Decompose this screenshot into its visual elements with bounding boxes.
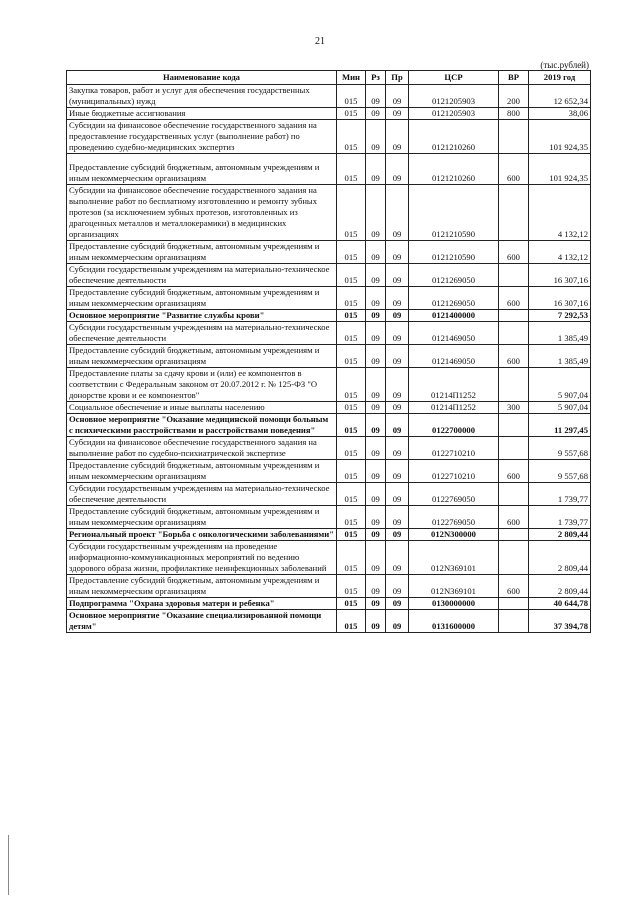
cell-sum: 7 292,53 bbox=[529, 310, 591, 322]
cell-sum: 12 652,34 bbox=[529, 85, 591, 108]
cell-pr: 09 bbox=[386, 402, 409, 414]
cell-pr: 09 bbox=[386, 120, 409, 154]
table-row bbox=[67, 241, 591, 264]
header-pr: Пр bbox=[386, 71, 409, 85]
table-row bbox=[67, 108, 591, 120]
cell-sum: 40 644,78 bbox=[529, 598, 591, 610]
table-row bbox=[67, 368, 591, 402]
cell-sum: 38,06 bbox=[529, 108, 591, 120]
cell-rz: 09 bbox=[366, 154, 386, 185]
cell-name: Предоставление субсидий бюджетным, автономным учреждениям и иным некоммерческим организациям bbox=[67, 154, 337, 185]
cell-vr: 600 bbox=[499, 345, 529, 368]
cell-pr: 09 bbox=[386, 460, 409, 483]
cell-rz: 09 bbox=[366, 610, 386, 633]
cell-name: Основное мероприятие "Развитие службы крови" bbox=[67, 310, 337, 322]
cell-pr: 09 bbox=[386, 610, 409, 633]
table-header-row bbox=[67, 71, 591, 85]
cell-sum: 101 924,35 bbox=[529, 120, 591, 154]
cell-min: 015 bbox=[337, 310, 366, 322]
cell-csr: 0121210260 bbox=[409, 120, 499, 154]
cell-rz: 09 bbox=[366, 506, 386, 529]
cell-sum: 1 385,49 bbox=[529, 322, 591, 345]
table-row bbox=[67, 264, 591, 287]
cell-min: 015 bbox=[337, 598, 366, 610]
cell-min: 015 bbox=[337, 402, 366, 414]
cell-vr: 600 bbox=[499, 154, 529, 185]
cell-vr bbox=[499, 264, 529, 287]
cell-name: Предоставление субсидий бюджетным, автономным учреждениям и иным некоммерческим организациям bbox=[67, 460, 337, 483]
cell-min: 015 bbox=[337, 610, 366, 633]
cell-name: Предоставление субсидий бюджетным, автономным учреждениям и иным некоммерческим организациям bbox=[67, 241, 337, 264]
cell-vr bbox=[499, 414, 529, 437]
cell-min: 015 bbox=[337, 154, 366, 185]
cell-pr: 09 bbox=[386, 322, 409, 345]
cell-pr: 09 bbox=[386, 85, 409, 108]
table-row bbox=[67, 506, 591, 529]
cell-pr: 09 bbox=[386, 287, 409, 310]
cell-sum: 4 132,12 bbox=[529, 185, 591, 241]
cell-rz: 09 bbox=[366, 185, 386, 241]
cell-vr bbox=[499, 529, 529, 541]
table-row bbox=[67, 541, 591, 575]
cell-name: Социальное обеспечение и иные выплаты населению bbox=[67, 402, 337, 414]
cell-rz: 09 bbox=[366, 108, 386, 120]
cell-name: Предоставление субсидий бюджетным, автономным учреждениям и иным некоммерческим организациям bbox=[67, 345, 337, 368]
header-sum: 2019 год bbox=[529, 71, 591, 85]
cell-name: Иные бюджетные ассигнования bbox=[67, 108, 337, 120]
cell-min: 015 bbox=[337, 506, 366, 529]
cell-csr: 0121269050 bbox=[409, 287, 499, 310]
cell-sum: 2 809,44 bbox=[529, 529, 591, 541]
cell-vr: 600 bbox=[499, 506, 529, 529]
cell-pr: 09 bbox=[386, 529, 409, 541]
cell-rz: 09 bbox=[366, 402, 386, 414]
cell-rz: 09 bbox=[366, 310, 386, 322]
table-row bbox=[67, 154, 591, 185]
cell-rz: 09 bbox=[366, 345, 386, 368]
table-row bbox=[67, 310, 591, 322]
cell-rz: 09 bbox=[366, 368, 386, 402]
cell-name: Субсидии государственным учреждениям на материально-техническое обеспечение деятельности bbox=[67, 322, 337, 345]
cell-csr: 0121269050 bbox=[409, 264, 499, 287]
table-row bbox=[67, 575, 591, 598]
cell-rz: 09 bbox=[366, 598, 386, 610]
cell-min: 015 bbox=[337, 541, 366, 575]
cell-name: Субсидии государственным учреждениям на материально-техническое обеспечение деятельности bbox=[67, 483, 337, 506]
table-body bbox=[67, 85, 591, 633]
table-row bbox=[67, 402, 591, 414]
cell-min: 015 bbox=[337, 85, 366, 108]
table-row bbox=[67, 120, 591, 154]
cell-min: 015 bbox=[337, 322, 366, 345]
cell-vr bbox=[499, 598, 529, 610]
cell-name: Субсидии государственным учреждениям на материально-техническое обеспечение деятельности bbox=[67, 264, 337, 287]
table-row bbox=[67, 460, 591, 483]
cell-sum: 1 739,77 bbox=[529, 506, 591, 529]
cell-min: 015 bbox=[337, 460, 366, 483]
cell-vr bbox=[499, 322, 529, 345]
cell-csr: 0130000000 bbox=[409, 598, 499, 610]
cell-pr: 09 bbox=[386, 345, 409, 368]
cell-sum: 9 557,68 bbox=[529, 460, 591, 483]
cell-rz: 09 bbox=[366, 287, 386, 310]
cell-vr: 200 bbox=[499, 85, 529, 108]
cell-rz: 09 bbox=[366, 241, 386, 264]
cell-name: Региональный проект "Борьба с онкологическими заболеваниями" bbox=[67, 529, 337, 541]
cell-name: Субсидии на финансовое обеспечение государственного задания на выполнение работ по судебно-психиатрической экспертизе bbox=[67, 437, 337, 460]
cell-csr: 0122769050 bbox=[409, 506, 499, 529]
cell-rz: 09 bbox=[366, 541, 386, 575]
cell-sum: 101 924,35 bbox=[529, 154, 591, 185]
table-row bbox=[67, 287, 591, 310]
cell-min: 015 bbox=[337, 368, 366, 402]
cell-min: 015 bbox=[337, 414, 366, 437]
cell-name: Предоставление субсидий бюджетным, автономным учреждениям и иным некоммерческим организациям bbox=[67, 287, 337, 310]
cell-csr: 0122769050 bbox=[409, 483, 499, 506]
cell-vr bbox=[499, 120, 529, 154]
page-number: 21 bbox=[315, 36, 325, 47]
cell-csr: 0121205903 bbox=[409, 108, 499, 120]
cell-csr: 0131600000 bbox=[409, 610, 499, 633]
cell-name: Предоставление субсидий бюджетным, автономным учреждениям и иным некоммерческим организациям bbox=[67, 506, 337, 529]
cell-min: 015 bbox=[337, 120, 366, 154]
table-row bbox=[67, 345, 591, 368]
budget-table bbox=[66, 70, 591, 633]
cell-pr: 09 bbox=[386, 414, 409, 437]
cell-csr: 0122710210 bbox=[409, 437, 499, 460]
table-row bbox=[67, 185, 591, 241]
cell-csr: 0121469050 bbox=[409, 345, 499, 368]
cell-name: Предоставление субсидий бюджетным, автономным учреждениям и иным некоммерческим организациям bbox=[67, 575, 337, 598]
cell-sum: 37 394,78 bbox=[529, 610, 591, 633]
cell-rz: 09 bbox=[366, 322, 386, 345]
cell-pr: 09 bbox=[386, 264, 409, 287]
table-row bbox=[67, 414, 591, 437]
cell-csr: 0121210260 bbox=[409, 154, 499, 185]
cell-vr bbox=[499, 368, 529, 402]
cell-csr: 0121210590 bbox=[409, 185, 499, 241]
cell-sum: 4 132,12 bbox=[529, 241, 591, 264]
cell-pr: 09 bbox=[386, 241, 409, 264]
cell-name: Основное мероприятие "Оказание специализированной помощи детям" bbox=[67, 610, 337, 633]
cell-csr: 012N369101 bbox=[409, 575, 499, 598]
cell-csr: 0122700000 bbox=[409, 414, 499, 437]
header-csr: ЦСР bbox=[409, 71, 499, 85]
cell-sum: 2 809,44 bbox=[529, 575, 591, 598]
cell-min: 015 bbox=[337, 185, 366, 241]
cell-vr: 600 bbox=[499, 241, 529, 264]
header-name: Наименование кода bbox=[67, 71, 337, 85]
cell-name: Основное мероприятие "Оказание медицинской помощи больным с психическими расстройствами и расстройствами поведения" bbox=[67, 414, 337, 437]
cell-vr bbox=[499, 185, 529, 241]
cell-csr: 0121210590 bbox=[409, 241, 499, 264]
table-row bbox=[67, 598, 591, 610]
cell-vr bbox=[499, 483, 529, 506]
cell-sum: 5 907,04 bbox=[529, 402, 591, 414]
cell-csr: 01214П1252 bbox=[409, 402, 499, 414]
cell-vr bbox=[499, 541, 529, 575]
cell-rz: 09 bbox=[366, 460, 386, 483]
cell-name: Субсидии на финансовое обеспечение государственного задания на предоставление государственных услуг (выполнение работ) по проведению судебно-медицинских экспертиз bbox=[67, 120, 337, 154]
cell-csr: 0121469050 bbox=[409, 322, 499, 345]
cell-min: 015 bbox=[337, 108, 366, 120]
cell-csr: 012N369101 bbox=[409, 541, 499, 575]
cell-pr: 09 bbox=[386, 154, 409, 185]
cell-rz: 09 bbox=[366, 264, 386, 287]
cell-csr: 0121205903 bbox=[409, 85, 499, 108]
cell-vr bbox=[499, 437, 529, 460]
cell-rz: 09 bbox=[366, 414, 386, 437]
cell-sum: 9 557,68 bbox=[529, 437, 591, 460]
cell-rz: 09 bbox=[366, 529, 386, 541]
table-row bbox=[67, 529, 591, 541]
cell-pr: 09 bbox=[386, 437, 409, 460]
cell-csr: 0122710210 bbox=[409, 460, 499, 483]
table-row bbox=[67, 610, 591, 633]
cell-vr bbox=[499, 610, 529, 633]
cell-name: Субсидии государственным учреждениям на проведение информационно-коммуникационных мероприятий по ведению здорового образа жизни, профилактике неинфекционных заболеваний bbox=[67, 541, 337, 575]
cell-min: 015 bbox=[337, 575, 366, 598]
cell-sum: 16 307,16 bbox=[529, 287, 591, 310]
table-row bbox=[67, 437, 591, 460]
cell-vr bbox=[499, 310, 529, 322]
cell-csr: 012N300000 bbox=[409, 529, 499, 541]
table-row bbox=[67, 483, 591, 506]
cell-pr: 09 bbox=[386, 368, 409, 402]
cell-rz: 09 bbox=[366, 85, 386, 108]
cell-csr: 01214П1252 bbox=[409, 368, 499, 402]
cell-vr: 800 bbox=[499, 108, 529, 120]
cell-pr: 09 bbox=[386, 598, 409, 610]
cell-min: 015 bbox=[337, 437, 366, 460]
cell-min: 015 bbox=[337, 287, 366, 310]
cell-vr: 300 bbox=[499, 402, 529, 414]
cell-name: Закупка товаров, работ и услуг для обеспечения государственных (муниципальных) нужд bbox=[67, 85, 337, 108]
cell-rz: 09 bbox=[366, 575, 386, 598]
cell-rz: 09 bbox=[366, 120, 386, 154]
header-min: Мин bbox=[337, 71, 366, 85]
cell-sum: 1 739,77 bbox=[529, 483, 591, 506]
cell-pr: 09 bbox=[386, 185, 409, 241]
cell-pr: 09 bbox=[386, 483, 409, 506]
cell-pr: 09 bbox=[386, 541, 409, 575]
cell-rz: 09 bbox=[366, 437, 386, 460]
scan-margin-line bbox=[8, 835, 9, 895]
cell-sum: 1 385,49 bbox=[529, 345, 591, 368]
cell-sum: 5 907,04 bbox=[529, 368, 591, 402]
cell-sum: 16 307,16 bbox=[529, 264, 591, 287]
cell-min: 015 bbox=[337, 241, 366, 264]
cell-pr: 09 bbox=[386, 506, 409, 529]
cell-rz: 09 bbox=[366, 483, 386, 506]
cell-min: 015 bbox=[337, 529, 366, 541]
cell-pr: 09 bbox=[386, 575, 409, 598]
cell-vr: 600 bbox=[499, 575, 529, 598]
unit-label: (тыс.рублей) bbox=[540, 60, 589, 70]
cell-name: Предоставление платы за сдачу крови и (или) ее компонентов в соответствии с Федеральным законом от 20.07.2012 г. № 125-ФЗ "О донорстве крови и ее компонентов" bbox=[67, 368, 337, 402]
cell-pr: 09 bbox=[386, 108, 409, 120]
cell-sum: 11 297,45 bbox=[529, 414, 591, 437]
cell-name: Субсидии на финансовое обеспечение государственного задания на выполнение работ по бесплатному изготовлению и ремонту зубных протезов (за исключением зубных протезов, изготовленных из драгоценных металлов и металлокерамики) в медицинских организациях bbox=[67, 185, 337, 241]
cell-vr: 600 bbox=[499, 287, 529, 310]
cell-sum: 2 809,44 bbox=[529, 541, 591, 575]
cell-pr: 09 bbox=[386, 310, 409, 322]
table-row bbox=[67, 322, 591, 345]
cell-name: Подпрограмма "Охрана здоровья матери и ребенка" bbox=[67, 598, 337, 610]
cell-csr: 0121400000 bbox=[409, 310, 499, 322]
table-row bbox=[67, 85, 591, 108]
cell-min: 015 bbox=[337, 345, 366, 368]
header-vr: ВР bbox=[499, 71, 529, 85]
cell-min: 015 bbox=[337, 483, 366, 506]
header-rz: Рз bbox=[366, 71, 386, 85]
cell-min: 015 bbox=[337, 264, 366, 287]
cell-vr: 600 bbox=[499, 460, 529, 483]
